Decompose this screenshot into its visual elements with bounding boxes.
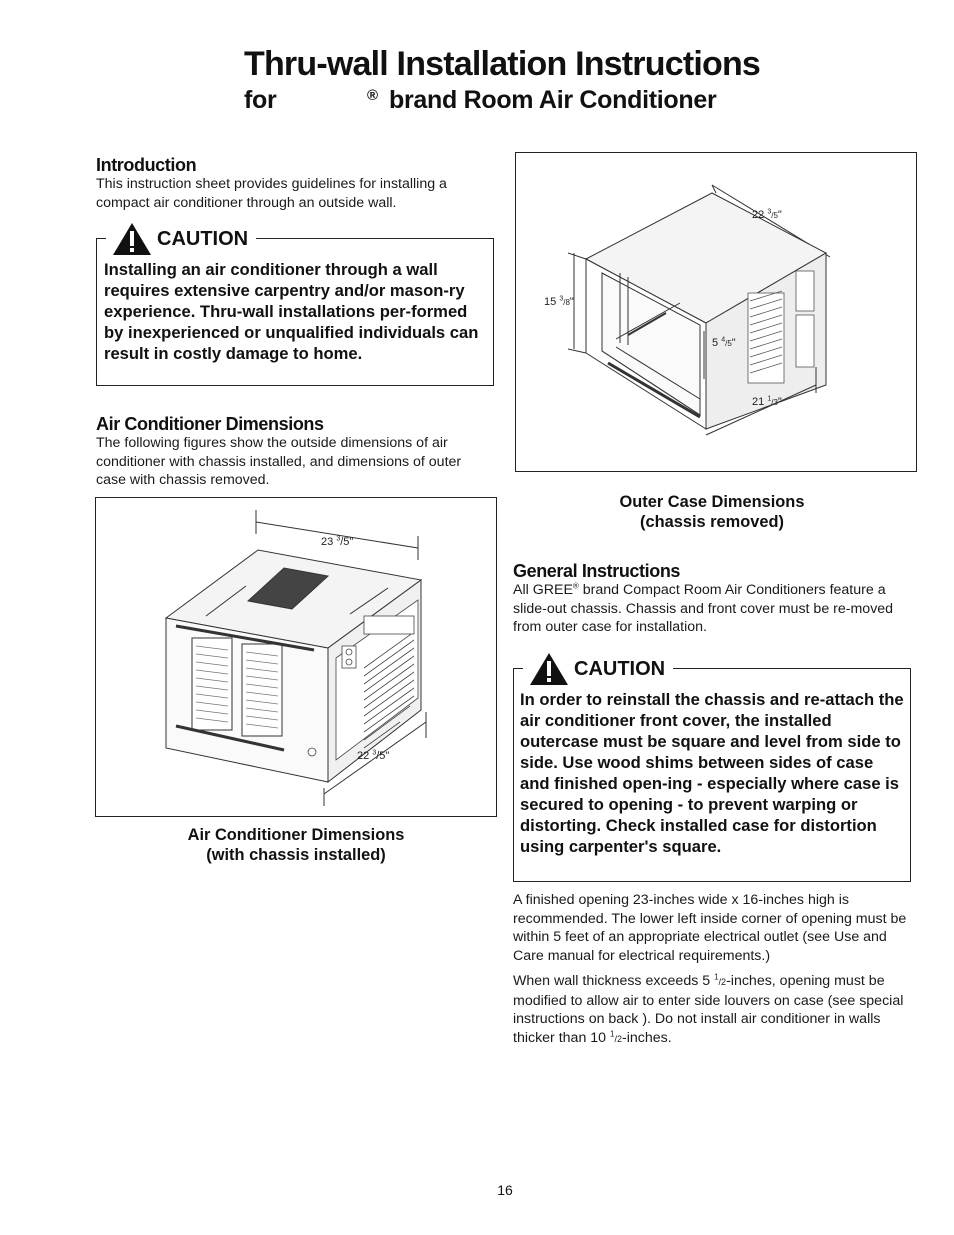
- wall-text-b: -inches, opening must be modified to allow air to enter side louvers on case (see special instructions on back ). Do not install air conditioner in walls thicker than 10: [513, 973, 904, 1047]
- wall-text-den1: /2: [718, 977, 727, 987]
- dimension-depth-numerator: 3: [372, 749, 377, 757]
- case-dim-height-den: /8: [563, 298, 570, 307]
- case-dim-side-den: /5: [725, 339, 732, 348]
- registered-mark: ®: [367, 87, 378, 104]
- dimension-width-whole: 23: [321, 536, 334, 548]
- caution-header-1: [106, 221, 256, 257]
- case-dim-bottom-unit: ": [777, 396, 782, 408]
- case-dim-top-unit: ": [777, 209, 782, 221]
- subtitle-brand-text: brand Room Air Conditioner: [389, 86, 717, 114]
- wall-text-den2: /2: [614, 1034, 622, 1045]
- dimension-width-label: [321, 536, 353, 548]
- dimension-depth-label: [357, 750, 389, 762]
- case-dim-height-num: 3: [559, 295, 564, 303]
- dimension-depth-rest: /5": [376, 750, 390, 762]
- page-title: Thru-wall Installation Instructions: [244, 45, 761, 83]
- dimension-depth-whole: 22: [357, 750, 370, 762]
- figure-case-caption-line1: Outer Case Dimensions: [619, 493, 805, 511]
- case-dim-top-whole: 22: [752, 209, 765, 221]
- case-dim-bottom-whole: 21: [752, 396, 765, 408]
- case-dim-side-unit: ": [731, 337, 736, 349]
- caution-header-2: [523, 651, 673, 687]
- dimensions-text: The following figures show the outside dimensions of air conditioner with chassis installed, and dimensions of outer case with chassis removed.: [96, 435, 462, 489]
- page-number: 16: [497, 1182, 513, 1198]
- caution-label: CAUTION: [574, 657, 666, 680]
- general-heading: General Instructions: [513, 561, 681, 581]
- caution-label: CAUTION: [157, 227, 249, 250]
- outer-case-illustration: [516, 153, 916, 471]
- wall-text-c: -inches.: [621, 1030, 672, 1047]
- wall-thickness-text: [513, 972, 913, 1049]
- case-dim-top-den: /5: [771, 211, 778, 220]
- figure-ac-caption-line2: (with chassis installed): [206, 846, 386, 864]
- case-dim-side-whole: 5: [712, 337, 719, 349]
- introduction-heading: Introduction: [96, 155, 197, 175]
- case-dimension-side: [712, 337, 736, 349]
- page-subtitle: [244, 84, 717, 116]
- warning-triangle-icon: [529, 652, 569, 686]
- figure-ac-caption-line1: Air Conditioner Dimensions: [187, 826, 405, 844]
- figure-case-caption-line2: (chassis removed): [640, 513, 784, 531]
- dimensions-heading: Air Conditioner Dimensions: [96, 414, 324, 434]
- wall-text-num2: 1: [610, 1029, 615, 1039]
- case-dim-height-unit: ": [569, 296, 574, 308]
- caution-text-carpentry: Installing an air conditioner through a wall requires extensive carpentry and/or mason-ry experience. Thru-wall installations per-formed by inexperienced or unqualified individuals can result in costly damage to home.: [104, 260, 479, 363]
- case-dim-top-num: 3: [767, 208, 772, 216]
- figure-ac-frame: [95, 497, 497, 817]
- air-conditioner-illustration: [96, 498, 496, 816]
- case-dimension-bottom: [752, 396, 782, 408]
- case-dim-height-whole: 15: [544, 296, 557, 308]
- opening-text: A finished opening 23-inches wide x 16-inches high is recommended. The lower left inside corner of opening must be within 5 feet of an appropriate electrical outlet (see Use and Care manual for electrical requirements.): [513, 892, 907, 965]
- case-dim-bottom-num: 1: [767, 395, 772, 403]
- general-text: [513, 581, 905, 637]
- case-dimension-height: [544, 296, 574, 308]
- warning-triangle-icon: [112, 222, 152, 256]
- case-dim-side-num: 4: [721, 336, 726, 344]
- case-dimension-top: [752, 209, 782, 221]
- caution-text-square: In order to reinstall the chassis and re-attach the air conditioner front cover, the installed outercase must be square and level from side to side. Use wood shims between sides of case and finished open-ing - especially where case is secured to opening - to prevent warping or distorting. Check installed case for distortion using carpenter's square.: [520, 690, 904, 856]
- figure-ac-caption: [96, 825, 496, 865]
- introduction-text: This instruction sheet provides guidelines for installing a compact air conditioner through an outside wall.: [96, 176, 447, 211]
- case-dim-bottom-den: /3: [771, 398, 778, 407]
- figure-case-frame: [515, 152, 917, 472]
- general-text-a: All GREE: [513, 582, 573, 598]
- wall-text-a: When wall thickness exceeds 5: [513, 973, 715, 989]
- dimension-width-numerator: 3: [336, 535, 341, 543]
- general-text-b: brand Compact Room Air Conditioners feature a slide-out chassis. Chassis and front cover must be re-moved from outer case for installation.: [513, 582, 894, 636]
- wall-text-num1: 1: [714, 972, 719, 982]
- subtitle-for: for: [244, 86, 277, 114]
- general-registered-mark: ®: [572, 581, 579, 591]
- figure-case-caption: [512, 492, 912, 532]
- dimension-width-rest: /5": [340, 536, 354, 548]
